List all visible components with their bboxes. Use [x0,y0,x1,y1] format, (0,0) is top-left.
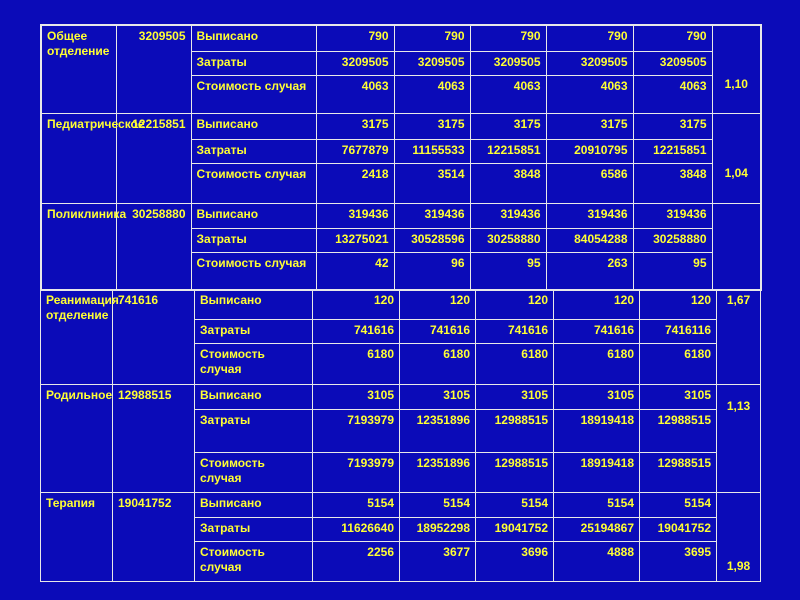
table-cell: 120 [640,290,717,320]
table-cell: 11155533 [394,139,470,163]
department-total: 12988515 [113,385,195,493]
table-cell: 11626640 [313,518,400,542]
table-cell: 6180 [400,344,476,385]
table-cell: 790 [546,25,633,51]
table-cell: 4063 [316,75,394,113]
table-cell: 19041752 [476,518,554,542]
table-cell: 3695 [640,542,717,582]
table-cell: 6180 [554,344,640,385]
department-name: Поликлиника [41,203,116,290]
row-label: Стоимость случая [195,542,313,582]
row-label: Стоимость случая [191,163,316,203]
table-cell: 3848 [470,163,546,203]
row-label: Выписано [191,113,316,139]
table-cell: 18952298 [400,518,476,542]
table-cell: 790 [394,25,470,51]
department-name: Терапия [41,493,113,582]
table-cell: 3175 [394,113,470,139]
table-cell: 30258880 [633,228,712,252]
table-cell: 25194867 [554,518,640,542]
table-cell: 319436 [633,203,712,228]
table-cell: 12988515 [476,453,554,493]
table-cell: 12351896 [400,410,476,453]
table-cell: 3209505 [316,51,394,75]
table-cell: 5154 [554,493,640,518]
row-label: Затраты [191,139,316,163]
table-cell: 18919418 [554,410,640,453]
table-cell: 6180 [313,344,400,385]
table-cell: 3175 [316,113,394,139]
table-cell: 319436 [470,203,546,228]
row-label: Выписано [191,203,316,228]
table-cell: 18919418 [554,453,640,493]
table-cell: 12988515 [640,410,717,453]
table-cell: 6586 [546,163,633,203]
table-cell: 319436 [316,203,394,228]
table-cell: 3209505 [394,51,470,75]
table-row [41,493,761,518]
table-cell: 12215851 [633,139,712,163]
table-cell: 3209505 [470,51,546,75]
table-cell: 5154 [476,493,554,518]
table-cell: 5154 [313,493,400,518]
table-cell: 12351896 [400,453,476,493]
row-label: Выписано [195,290,313,320]
table-row [41,25,761,51]
table-row [41,203,761,228]
row-label: Стоимость случая [195,344,313,385]
table-cell: 5154 [400,493,476,518]
row-label: Затраты [195,410,313,453]
table-cell: 4888 [554,542,640,582]
table-cell: 741616 [476,320,554,344]
ratio-text: 1,67 [726,293,751,307]
row-label: Выписано [195,385,313,410]
table-cell: 120 [313,290,400,320]
table-cell: 84054288 [546,228,633,252]
department-name: Педиатрическое [41,113,116,203]
department-name: Реанимация отделение [41,290,113,385]
ratio-text: 1,10 [724,76,748,91]
table-cell: 3105 [476,385,554,410]
row-label: Затраты [195,518,313,542]
table-cell: 263 [546,252,633,290]
table-cell: 3848 [633,163,712,203]
table-cell: 4063 [546,75,633,113]
row-label: Затраты [195,320,313,344]
department-total: 741616 [113,290,195,385]
table-cell: 120 [476,290,554,320]
department-total: 30258880 [116,203,191,290]
department-total: 12215851 [116,113,191,203]
table-cell: 30528596 [394,228,470,252]
table-cell: 120 [554,290,640,320]
ratio-value [717,385,761,493]
table-cell: 2418 [316,163,394,203]
table-cell: 20910795 [546,139,633,163]
table-cell: 7416116 [640,320,717,344]
table-row [41,290,761,320]
table-cell: 6180 [640,344,717,385]
table-cell: 95 [470,252,546,290]
ratio-text: 1,04 [724,165,748,180]
table-cell: 120 [400,290,476,320]
table-cell: 19041752 [640,518,717,542]
department-total: 19041752 [113,493,195,582]
table-cell: 7193979 [313,453,400,493]
table-row [41,113,761,139]
department-name: Общее отделение [41,25,116,113]
table-cell: 3175 [546,113,633,139]
row-label: Стоимость случая [191,75,316,113]
table-cell: 3696 [476,542,554,582]
table-cell: 790 [316,25,394,51]
table-cell: 4063 [470,75,546,113]
table-cell: 3209505 [546,51,633,75]
table-cell: 12215851 [470,139,546,163]
table-cell: 42 [316,252,394,290]
table-cell: 3677 [400,542,476,582]
row-label: Выписано [191,25,316,51]
table-cell: 95 [633,252,712,290]
ratio-text: 1,98 [726,559,751,573]
row-label: Затраты [191,228,316,252]
table-cell: 319436 [546,203,633,228]
table-cell: 3105 [640,385,717,410]
table-cell: 2256 [313,542,400,582]
table-cell: 3175 [633,113,712,139]
table-cell: 3175 [470,113,546,139]
table-cell: 7193979 [313,410,400,453]
department-total: 3209505 [116,25,191,113]
table-cell: 3105 [554,385,640,410]
ratio-text: 1,13 [726,399,751,413]
table-cell: 6180 [476,344,554,385]
table-cell: 790 [633,25,712,51]
table-cell: 7677879 [316,139,394,163]
row-label: Затраты [191,51,316,75]
table-cell: 96 [394,252,470,290]
table-cell: 13275021 [316,228,394,252]
table-cell: 741616 [554,320,640,344]
table-cell: 3105 [400,385,476,410]
ratio-value [712,25,761,113]
table-cell: 12988515 [476,410,554,453]
table-cell: 3209505 [633,51,712,75]
table-cell: 319436 [394,203,470,228]
table-cell: 30258880 [470,228,546,252]
table-cell: 3514 [394,163,470,203]
cost-table-upper [40,24,762,291]
department-name: Родильное [41,385,113,493]
ratio-value [717,493,761,582]
table-cell: 790 [470,25,546,51]
row-label: Выписано [195,493,313,518]
row-label: Стоимость случая [191,252,316,290]
table-cell: 4063 [633,75,712,113]
table-cell: 741616 [313,320,400,344]
table-cell: 5154 [640,493,717,518]
ratio-value [717,290,761,385]
table-cell: 741616 [400,320,476,344]
table-cell: 3105 [313,385,400,410]
ratio-value [712,203,761,290]
cost-table-lower [40,289,761,582]
row-label: Стоимость случая [195,453,313,493]
table-cell: 4063 [394,75,470,113]
table-cell: 12988515 [640,453,717,493]
ratio-value [712,113,761,203]
table-row [41,385,761,410]
